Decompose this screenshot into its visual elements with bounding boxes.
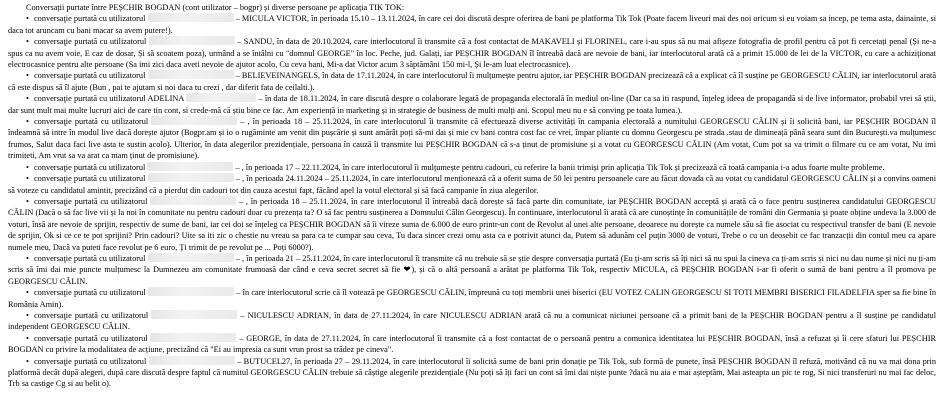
bullet-icon: •	[26, 94, 29, 104]
entry-prefix: conversaţie purtată cu utilizatorul	[34, 37, 147, 47]
redacted-username	[151, 310, 237, 319]
redacted-username	[150, 196, 236, 205]
redacted-username	[148, 287, 234, 296]
bullet-icon: •	[26, 37, 29, 47]
bullet-icon: •	[26, 288, 29, 298]
conversation-entry	[8, 36, 936, 70]
entry-prefix: conversaţie purtată cu utilizatorul	[34, 310, 149, 320]
entry-text: – SANDU, în data de 20.10.2024, care interlocutorul îi transmite că a fost contactat de MAKAVELI și FLORINEL, care i-au spus să nu mai afișeze fotografia de profil pentru că pot fi cercetați penal (Și ne-a spus ca nu avem voie, E caz de dosar, Și să scoatem poza), urmând a se întâlni cu "domnul GEORGE" în loc. Peche, jud. Galați, iar PEȘCHIR BOGDAN îl întreabă dacă are nevoie de bani, iar interlocutorul arată că a primit 15.000 de lei de la VICTOR, cu care a achiziționat electrocasnice pentru alte persoane (Sa imi zici daca aveti nevoie de ajutor acolo, Cu ceva bani, Mi-a dat Victor acum 3 săptămâni 150 mi-l, Și le-am luat electrocasnice).	[8, 37, 936, 70]
conversation-entry	[8, 70, 936, 93]
conversation-entry	[8, 333, 936, 356]
bullet-icon: •	[26, 71, 29, 81]
conversation-entry	[8, 13, 936, 36]
entry-text: – NICULESCU ADRIAN, în data de 27.11.2024, în care NICULESCU ADRIAN arată că nu a comunicat niciunei persoane că a primit bani de la PEȘCHIR BOGDAN pentru a îl susține pe candidatul independent GEORGESCU CĂLIN.	[8, 310, 937, 332]
redacted-username	[147, 162, 233, 171]
bullet-icon: •	[26, 174, 29, 184]
redacted-username	[148, 13, 234, 22]
redacted-username	[148, 70, 234, 79]
entry-text: – , în perioada 24.11.2024 – 25.11.2024, în care interlocutorul menționează că a oferit suma de 50 lei pentru persoanele care au făcut dovada că au votat cu candidatul GEORGESCU CĂLIN și a convins oameni să voteze cu candidatul amintit, precizând că a pierdut din cadouri tot din cauza acestui fapt, făcând apel la votul electoral și să facă campanie în ziua alegerilor.	[8, 174, 937, 195]
bullet-icon: •	[26, 14, 29, 24]
conversation-list	[8, 13, 936, 389]
entry-prefix: conversaţie purtată cu utilizatorul	[34, 14, 146, 24]
conversation-entry	[8, 93, 936, 116]
entry-prefix: conversaţie purtată cu utilizatorul	[34, 117, 149, 127]
conversation-entry	[8, 287, 936, 310]
bullet-icon: •	[26, 333, 29, 343]
entry-prefix: conversaţie purtată cu utilizatorul	[34, 162, 146, 172]
entry-prefix: conversaţie purtată cu utilizatorul ADELINA	[34, 94, 184, 104]
entry-prefix: conversaţie purtată cu utilizatorul	[34, 333, 148, 343]
entry-prefix: conversaţie purtată cu utilizatorul	[34, 356, 147, 366]
entry-text: – BUTUCEL27, în perioada 27 – 29.11.2024, în care interlocutorul îi solicită sume de bani prin donație pe Tik Tok, sub formă de punete, însă PEȘCHIR BOGDAN îl refuză, motivând că nu va mai dona prin platformă decât după alegeri, după care discută despre faptul că numitul GEORGESCU CĂLIN trebuie să câștige alegerile prezidențiale (Nu poți să îți faci un cont să îmi dai niște punte ?dacă nu aia e mai așteptăm, Mai asteapta un pic te rog, Si nici transferuri nu mai fac deloc, Trb sa castige Cg si au belit o).	[8, 356, 936, 389]
entry-text: – , în perioada 21 – 25.11.2024, în care interlocutorul îi transmite că nu trebuie să se știe despre conversația purtată (Eu ți-am scris să îți nici să nu spui la cineva ca ți-am scris și nici nu dau nume și nici nu ți-am scris să îmi dai mie puncte mulțumesc la Dumnezeu am comunitate frumoasă dar când e ceva secret secret să fie ❤), și că o altă persoană a arătat pe platforma Tik Tok, respectiv MICULA, că PEȘCHIR BOGDAN i-ar fi oferit o sumă de bani pentru a îl promova pe GEORGESCU CĂLIN.	[8, 253, 936, 286]
redacted-username	[186, 93, 256, 102]
conversation-entry	[8, 310, 936, 333]
conversation-entry	[8, 173, 936, 196]
entry-text: – în data de 18.11.2024, în care discută despre o colaborare legată de propaganda electorală în mediul on-line (Dar ca sa iti raspund, înțeleg ideea de propagandă si de live informator, probabil vrei să știi, dar sunt mult mai multe lucruri aici de care tin cont, si crede-mă că știu bine ce fac. Am experiență in marketing și in strategie de business de multi mulți ani. Scopul meu nu e să conving pe toata lumea.).	[8, 94, 937, 115]
redacted-username	[149, 36, 235, 45]
conversation-entry	[8, 253, 936, 287]
entry-prefix: conversaţie purtată cu utilizatorul	[34, 71, 146, 81]
bullet-icon: •	[26, 196, 29, 206]
conversation-entry	[8, 196, 936, 253]
conversation-entry	[8, 162, 936, 173]
redacted-username	[148, 253, 234, 262]
conversation-entry	[8, 356, 936, 390]
entry-text: – GEORGE, în data de 27.11.2024, în care interlocutorul îi transmite că a fost contactat de o persoană pentru a comunica identitatea lui PEȘCHIR BOGDAN, însă a refuzat și îi cere sfaturi lui PEȘCHIR BOGDAN cu privire la modalitatea de acțiune, precizând că "Ei au impresia ca sunt vrun prost sa trădez pe cineva".	[8, 333, 936, 355]
redacted-username	[151, 116, 237, 125]
entry-text: – BELIEVEINANGELS, în data de 17.11.2024, în care interlocutorul îi mulțumește pentru ajutor, iar PEȘCHIR BOGDAN precizează că a explicat că îl susține pe GEORGESCU CĂLIN, iar interlocutorul arată că este dispus să îl ajute (Bun , pai te ajutam si noi daca tu crezi , dar diferit fata de ceilalti.).	[8, 71, 937, 92]
entry-prefix: conversaţie purtată cu utilizatorul	[34, 288, 146, 298]
bullet-icon: •	[26, 162, 29, 172]
conversation-entry	[8, 116, 936, 162]
entry-prefix: conversaţie purtată cu utilizatorul	[34, 174, 146, 184]
entry-text: – , în perioada 17 – 22.11.2024, în care interlocutorul îi mulțumește pentru cadouri, cu referire la banii trimiși prin aplicația Tik Tok și precizează că toată campania i-a adus foarte multe probleme.	[235, 162, 885, 172]
entry-text: – în care interlocutorul scrie că îl votează pe GEORGESCU CĂLIN, împreună cu toți membrii unei biserici (EU VOTEZ CALIN GEORGESCU SI TOTI MEMBRI BISERICI FILADELFIA sper sa fie bine în România Amin).	[8, 288, 937, 309]
entry-text: – , în perioada 18 – 25.11.2024, în care interlocutorul îi transmite că efectuează diverse activități în campania electorală a numitului GEORGESCU CĂLIN și îi solicită bani, iar PEȘCHIR BOGDAN îl îndeamnă să intre în modul live dacă dorește ajutor (Bogpr.am și io o rugăminte am venit din pușcărie și sunt amărât poți să-mi dai și mie cv bani contra cost fac ce vrei, împar pliante cu domnu Georgescu pe strada .stau de dimineață până seara sunt din București.va mulțumesc frumos, Salut daca faci live asta te sustin acolo). Ulterior, în data alegerilor prezidențiale, persoana în cauză îi transmite lui PEȘCHIR BOGDAN că s-a ținut de promisiune și a votat cu GEORGESCU CĂLIN (Am votat, Cum pot sa va trimit o filmare cu ce am votat, Nu imi trimiteti, Am vrut sa va arat ca mam ținut de promisiune).	[8, 117, 936, 161]
entry-prefix: conversaţie purtată cu utilizatorul	[34, 253, 146, 263]
redacted-username	[148, 173, 234, 182]
redacted-username	[150, 333, 236, 342]
bullet-icon: •	[26, 117, 29, 127]
entry-text: – , în perioada 18 – 25.11.2024, în care interlocutorul îl întreabă dacă dorește să facă parte din comunitate, iar PEȘCHIR BOGDAN acceptă și arată că o face pentru susținerea candidatului GEORGESCU CĂLIN (Dacă o să fac live vii și la noi în comunitate nu pentru cadouri doar cu prezența ta? O să fac pentru susținerea a Domnului Călin Georgescu). În continuare, interlocutorul îi arată că are cunoștințe în comunitățile de români din Germania și poate obține undeva la 3.000 de voturi, însă are nevoie de sprijin, respectiv de sume de bani, iar cei doi se înțeleg ca PEȘCHIR BOGDAN să îi vireze suma de 6.000 de euro printr-un cont de Revolut al unei alte persoane, deoarece nu dorește ca numele său să fie asociat cu respectivul transfer de bani (E nevoie de sprijin, Ok si ce ce te pot sprijini? Prin cadouri? Uite sa iti zic o chestie nu vreau sa para ca te cumpar sau ceva, Tu daca sincer crezi omu asta ca e potrivit atunci da, Putem să adunăm cel puțin 3000 de voturi, Trebe o cu un deosebit ce fac tranzacții din contul meu ca apare numele meu, Dacă va puteti face revolut pe 6 euro, Ți trimit de pe revolut pe ... Poți 6000?).	[8, 196, 936, 252]
document-intro: Conversații purtate între PEȘCHIR BOGDAN (cont utilizator – bogpr) și diverse persoane pe aplicația TIK TOK:	[26, 3, 405, 12]
bullet-icon: •	[26, 310, 29, 320]
bullet-icon: •	[26, 253, 29, 263]
entry-prefix: conversaţie purtată cu utilizatorul	[34, 196, 148, 206]
entry-text: – MICULA VICTOR, în perioada 15.10 – 13.11.2024, în care cei doi discută despre oferirea de bani pe platforma Tik Tok (Poate facem liveuri mai des noi oricum si eu voiam sa incep, pe tema asta, dainainte, si daca tot aruncam cu bani macar sa avem putere!).	[8, 14, 937, 35]
redacted-username	[149, 356, 235, 365]
bullet-icon: •	[26, 356, 29, 366]
